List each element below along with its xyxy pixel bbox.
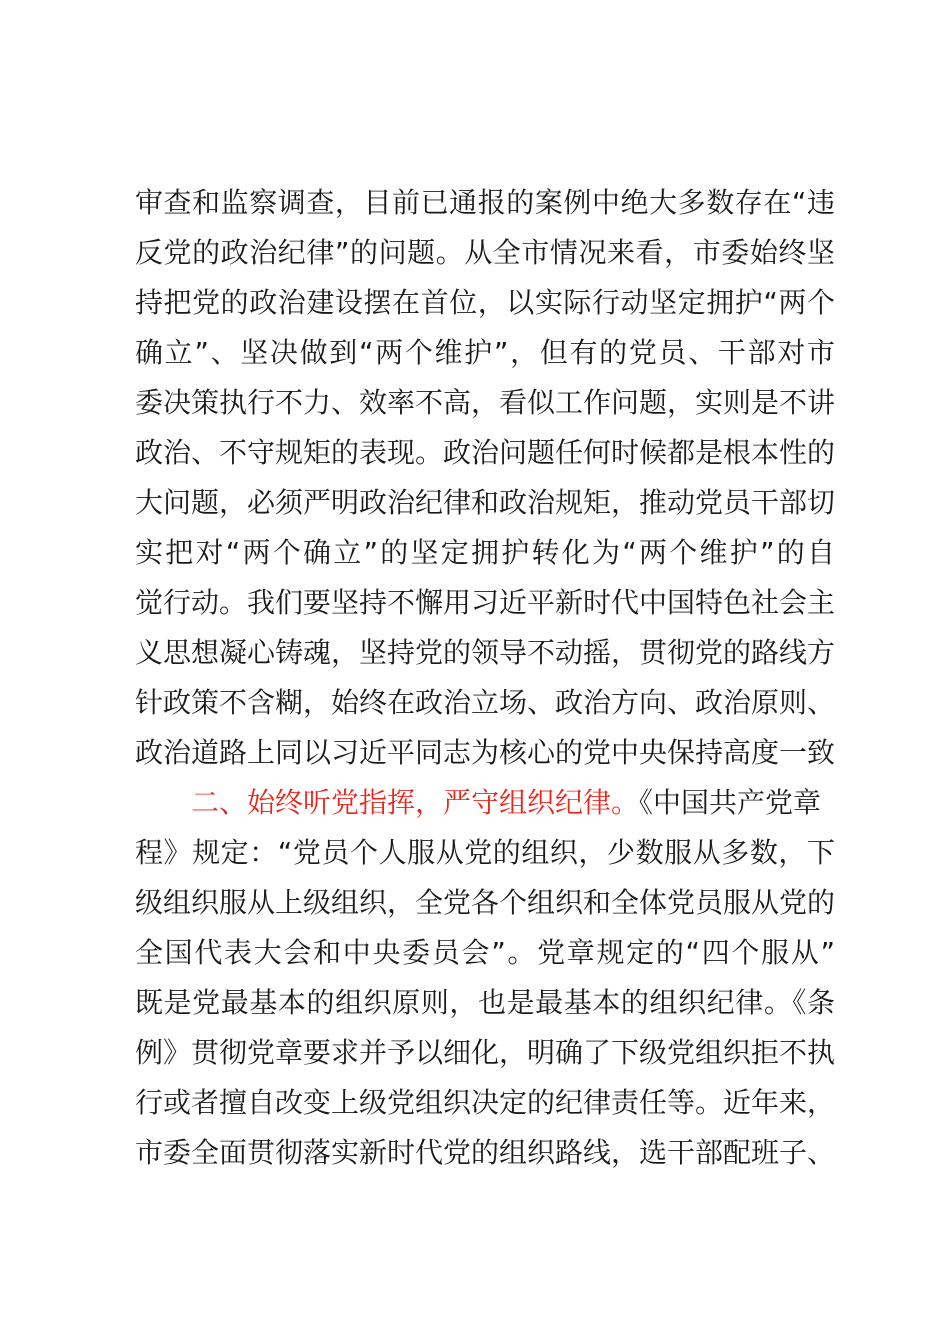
text-line: 大问题，必须严明政治纪律和政治规矩，推动党员干部切 [135, 486, 835, 519]
text-line: 持把党的政治建设摆在首位，以实际行动坚定拥护“两个 [135, 286, 835, 319]
section-heading-line [135, 778, 835, 828]
text-line: 义思想凝心铸魂，坚持党的领导不动摇，贯彻党的路线方 [135, 636, 835, 669]
text-line: 确立”、坚决做到“两个维护”，但有的党员、干部对市 [135, 336, 835, 369]
text-line: 级组织服从上级组织，全党各个组织和全体党员服从党的 [135, 886, 835, 919]
text-line: 政治道路上同以习近平同志为核心的党中央保持高度一致 [135, 736, 835, 769]
text-line: 行或者擅自改变上级党组织决定的纪律责任等。近年来， [135, 1086, 835, 1119]
text-fragment: 《中国共产党章 [639, 786, 822, 819]
text-line: 委决策执行不力、效率不高，看似工作问题，实则是不讲 [135, 386, 835, 419]
text-line: 程》规定：“党员个人服从党的组织，少数服从多数，下 [135, 836, 835, 869]
document-body [135, 178, 835, 1178]
text-line: 审查和监察调查，目前已通报的案例中绝大多数存在“违 [135, 186, 835, 219]
text-line: 觉行动。我们要坚持不懈用习近平新时代中国特色社会主 [135, 586, 835, 619]
section-heading: 二、始终听党指挥，严守组织纪律。 [191, 786, 640, 819]
text-line: 实把对“两个确立”的坚定拥护转化为“两个维护”的自 [135, 536, 835, 569]
text-line: 市委全面贯彻落实新时代党的组织路线，选干部配班子、 [135, 1136, 835, 1169]
text-line: 例》贯彻党章要求并予以细化，明确了下级党组织拒不执 [135, 1036, 835, 1069]
text-line: 全国代表大会和中央委员会”。党章规定的“四个服从” [135, 936, 835, 969]
text-line: 政治、不守规矩的表现。政治问题任何时候都是根本性的 [135, 436, 835, 469]
text-line: 针政策不含糊，始终在政治立场、政治方向、政治原则、 [135, 686, 835, 719]
text-line: 反党的政治纪律”的问题。从全市情况来看，市委始终坚 [135, 236, 835, 269]
text-line: 既是党最基本的组织原则，也是最基本的组织纪律。《条 [135, 986, 835, 1019]
paragraph-political-discipline [135, 178, 835, 778]
paragraph-organizational-discipline [135, 778, 835, 1178]
